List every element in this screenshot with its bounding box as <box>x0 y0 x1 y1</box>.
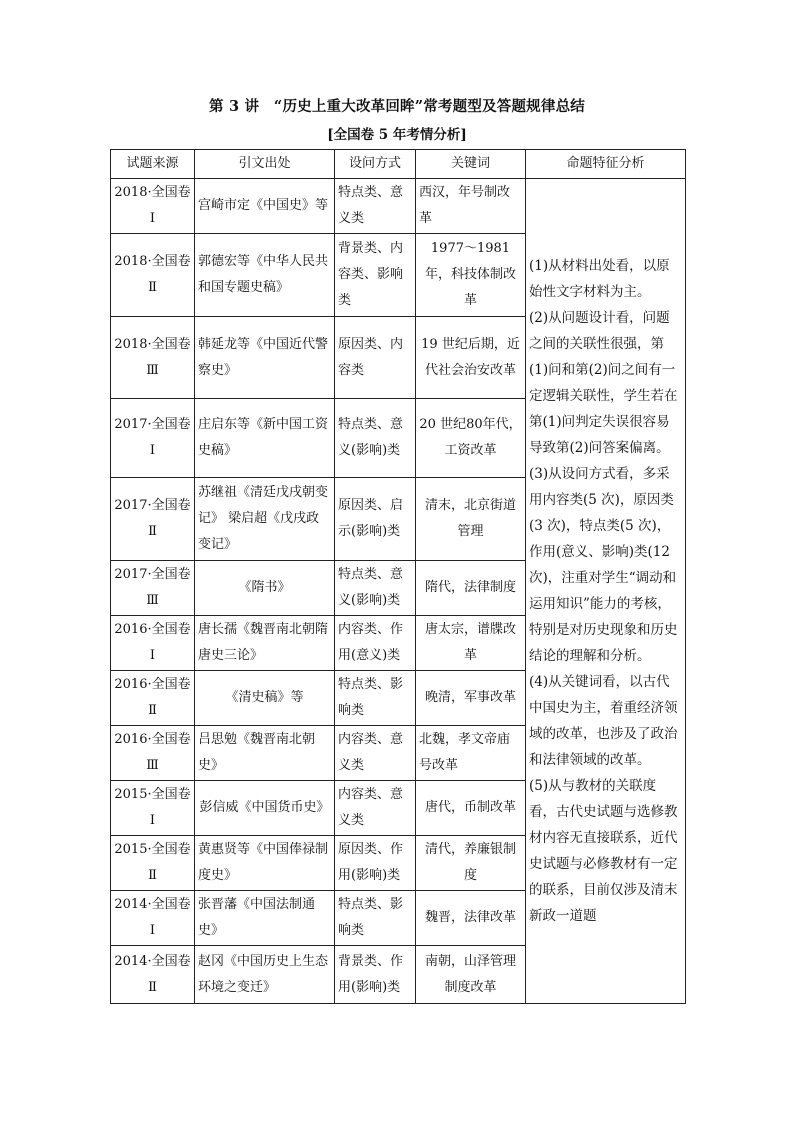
cell-source: 2017·全国卷Ⅱ <box>111 478 195 561</box>
header-citation: 引文出处 <box>195 150 335 179</box>
cell-citation: 赵冈《中国历史上生态环境之变迁》 <box>195 946 335 1004</box>
cell-question-type: 特点类、影响类 <box>335 891 416 946</box>
feature-point-5: (5)从与教材的关联度看，古代史试题与选修教材内容无直接联系，近代史试题与必修教材有一定的联系，目前仅涉及清末新政一道题 <box>529 778 678 924</box>
cell-keywords: 清末，北京街道管理 <box>416 478 526 561</box>
cell-keywords: 晚清，军事改革 <box>416 671 526 726</box>
cell-source: 2014·全国卷Ⅱ <box>111 946 195 1004</box>
cell-question-type: 内容类、意义类 <box>335 726 416 781</box>
cell-keywords: 19 世纪后期，近代社会治安改革 <box>416 317 526 399</box>
table-row <box>111 179 686 234</box>
cell-question-type: 原因类、作用(影响)类 <box>335 836 416 891</box>
cell-keywords: 唐太宗，谱牒改革 <box>416 616 526 671</box>
cell-question-type: 背景类、内容类、影响类 <box>335 234 416 317</box>
cell-source: 2017·全国卷Ⅰ <box>111 399 195 478</box>
cell-source: 2016·全国卷Ⅱ <box>111 671 195 726</box>
cell-keywords: 西汉，年号制改革 <box>416 179 526 234</box>
cell-keywords: 南朝，山泽管理制度改革 <box>416 946 526 1004</box>
cell-keywords: 唐代，币制改革 <box>416 781 526 836</box>
header-question-type: 设问方式 <box>335 150 416 179</box>
cell-keywords: 1977～1981 年，科技体制改革 <box>416 234 526 317</box>
cell-source: 2016·全国卷Ⅲ <box>111 726 195 781</box>
cell-question-type: 内容类、意义类 <box>335 781 416 836</box>
cell-citation: 郭德宏等《中华人民共和国专题史稿》 <box>195 234 335 317</box>
cell-keywords: 魏晋，法律改革 <box>416 891 526 946</box>
cell-keywords: 北魏，孝文帝庙号改革 <box>416 726 526 781</box>
feature-point-2: (2)从问题设计看，问题之间的关联性很强，第(1)问和第(2)问之间有一定逻辑关联性，学生若在第(1)问判定失误很容易导致第(2)问答案偏离。 <box>529 310 678 456</box>
cell-citation: 唐长孺《魏晋南北朝隋唐史三论》 <box>195 616 335 671</box>
feature-point-3: (3)从设问方式看，多采用内容类(5 次)，原因类(3 次)，特点类(5 次)，作用(意义、影响)类(12次)，注重对学生“调动和运用知识”能力的考核，特别是对历史现象和历史结论的理解和分析。 <box>529 466 678 664</box>
cell-citation: 韩延龙等《中国近代警察史》 <box>195 317 335 399</box>
cell-source: 2016·全国卷Ⅰ <box>111 616 195 671</box>
cell-source: 2015·全国卷Ⅱ <box>111 836 195 891</box>
cell-question-type: 原因类、启示(影响)类 <box>335 478 416 561</box>
header-keywords: 关键词 <box>416 150 526 179</box>
cell-citation: 苏继祖《清廷戊戌朝变记》 梁启超《戊戌政变记》 <box>195 478 335 561</box>
feature-analysis-cell <box>526 179 686 1004</box>
cell-citation: 吕思勉《魏晋南北朝史》 <box>195 726 335 781</box>
cell-keywords: 隋代，法律制度 <box>416 561 526 616</box>
feature-point-4: (4)从关键词看，以古代中国史为主，着重经济领域的改革，也涉及了政治和法律领域的改革。 <box>529 674 678 768</box>
cell-source: 2015·全国卷Ⅰ <box>111 781 195 836</box>
cell-citation: 张晋藩《中国法制通史》 <box>195 891 335 946</box>
page-title: 第 3 讲 “历史上重大改革回眸”常考题型及答题规律总结 <box>209 98 585 115</box>
cell-keywords: 20 世纪80年代，工资改革 <box>416 399 526 478</box>
cell-source: 2018·全国卷Ⅱ <box>111 234 195 317</box>
cell-question-type: 背景类、作用(影响)类 <box>335 946 416 1004</box>
cell-question-type: 特点类、意义类 <box>335 179 416 234</box>
cell-citation: 黄惠贤等《中国俸禄制度史》 <box>195 836 335 891</box>
cell-question-type: 内容类、作用(意义)类 <box>335 616 416 671</box>
cell-question-type: 原因类、内容类 <box>335 317 416 399</box>
cell-citation: 彭信威《中国货币史》 <box>195 781 335 836</box>
cell-citation: 宫崎市定《中国史》等 <box>195 179 335 234</box>
header-source: 试题来源 <box>111 150 195 179</box>
page-subtitle: [全国卷 5 年考情分析] <box>327 127 467 143</box>
cell-source: 2018·全国卷Ⅲ <box>111 317 195 399</box>
cell-question-type: 特点类、影响类 <box>335 671 416 726</box>
cell-source: 2017·全国卷Ⅲ <box>111 561 195 616</box>
table-header-row <box>111 150 686 179</box>
cell-citation: 《清史稿》等 <box>195 671 335 726</box>
exam-analysis-table <box>110 149 686 1004</box>
cell-source: 2014·全国卷Ⅰ <box>111 891 195 946</box>
cell-question-type: 特点类、意义(影响)类 <box>335 561 416 616</box>
cell-question-type: 特点类、意义(影响)类 <box>335 399 416 478</box>
cell-keywords: 清代，养廉银制度 <box>416 836 526 891</box>
header-feature-analysis: 命题特征分析 <box>526 150 686 179</box>
feature-point-1: (1)从材料出处看，以原始性文字材料为主。 <box>529 258 670 300</box>
cell-citation: 《隋书》 <box>195 561 335 616</box>
cell-citation: 庄启东等《新中国工资史稿》 <box>195 399 335 478</box>
cell-source: 2018·全国卷Ⅰ <box>111 179 195 234</box>
